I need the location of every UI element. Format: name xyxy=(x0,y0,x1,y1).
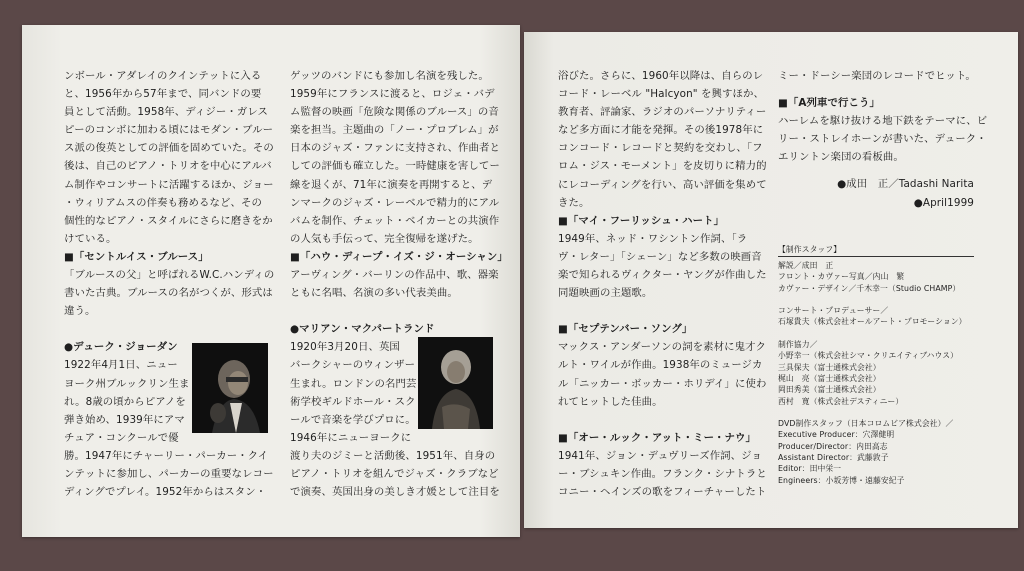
marian-mcpartland-bio: 1920年3月20日、英国 バークシャーのウィンザー 生まれ。ロンドンの名門芸 術学校ギルドホール・スク ールで音楽を学びプロに。 1946年にニューヨークに 渡り夫のジミーと活動後、1951年、自身の ピアノ・トリオを組んでジャズ・クラブなど で演奏、英国出身の美しき才媛として注目を xyxy=(290,341,500,499)
jordan-intro-text: ンボール・アダレイのクインテットに入る と、1956年から57年まで、同バンドの要 員として活動。1958年、ディジー・ガレス ピーのコンボに加わる頃にはモダン・ブルー ス派の俊英としての評価を固めていた。その 後は、自己のピアノ・トリオを中心にアルバ ム制作やコンサートに活躍するほか、ジョー ・ウィリアムスの伴奏も務めるなど、その 個性的なピアノ・スタイルにさらに磨きをか けている。 xyxy=(64,70,274,245)
production-staff: 【制作スタッフ】 解説／成田 正 フロント・カヴァー写真／内山 繁 カヴァー・デザイン／千木幸一（Studio CHAMP） コンサート・プロデューサー／ 石塚貴夫（株式会社オールアート・プロモーション） 制作協力／ 小野幸一（株式会社シマ・クリエイティブハウス） 三具保夫（富士通株式会社） 梶山 亮（富士通株式会社） 岡田秀美（富士通株式会社） 西村 寛（株式会社デスティニー） DVD制作スタッフ（日本コロムビア株式会社）／ Executive Producer：穴澤健明 Producer/Director：内田高志 Assistant Director：武藤敦子 Editor：田中栄一 Engineers：小坂芳博・遠藤安紀子 xyxy=(778,244,987,486)
a-train-heading: ■「A列車で行こう」 xyxy=(778,97,880,110)
how-deep-text: アーヴィング・バーリンの作品中、歌、器楽 ともに名唱、名演の多い代表美曲。 xyxy=(290,269,499,300)
right-column-1 xyxy=(558,67,767,501)
marian-mcpartland-photo xyxy=(418,337,493,429)
look-at-me-continued: ミー・ドーシー楽団のレコードでヒット。 xyxy=(778,70,976,82)
st-louis-blues-heading: ■「セントルイス・ブルース」 xyxy=(64,250,209,263)
author-name: ●成田 正／Tadashi Narita xyxy=(837,178,974,191)
a-train-text: ハーレムを駆け抜ける地下鉄をテーマに、ビ リー・ストレイホーンが書いた、デューク・ エリントン楽団の看板曲。 xyxy=(778,115,988,164)
marian-bio-continued: 浴びた。さらに、1960年以降は、自らのレ コード・レーベル "Halcyon" を興すほか、 教育者、評論家、ラジオのパーソナリティー など多方面に才能を発揮。その後1978年に コンコード・レコードと契約を交わし、「フ ロム・ジス・モーメント」を皮切りに精力的 にレコーディングを行い、高い評価を集めて きた。 xyxy=(558,70,767,209)
september-song-heading: ■「セプテンバー・ソング」 xyxy=(558,323,693,336)
september-song-text: マックス・アンダーソンの詞を素材に鬼才ク ルト・ワイルが作曲。1938年のミュージカ ル「ニッカー・ボッカー・ホリデイ」に使わ れてヒットした佳曲。 xyxy=(558,341,767,408)
staff-heading: 【制作スタッフ】 xyxy=(778,244,974,257)
duke-jordan-photo xyxy=(192,343,268,433)
booklet-left-page xyxy=(22,25,520,537)
my-foolish-heart-heading: ■「マイ・フーリッシュ・ハート」 xyxy=(558,214,725,227)
author-credit xyxy=(778,175,974,211)
oh-look-at-me-now-heading: ■「オー・ルック・アット・ミー・ナウ」 xyxy=(558,431,757,444)
jordan-bio-continued: ゲッツのバンドにも参加し名演を残した。 1959年にフランスに渡ると、ロジェ・バデ ム監督の映画「危険な関係のブルース」の音 楽を担当。主題曲の「ノー・プロブレム」が 日本のジャズ・ファンに支持され、作曲者と しての評価も確立した。一時健康を害してー 線を退くが、71年に演奏を再開すると、デ ンマークのジャズ・レーベルで精力的にアル バムを制作、チェット・ベイカーとの共演作 の人気も手伝って、完全復帰を遂げた。 xyxy=(290,70,501,245)
duke-jordan-bio: 1922年4月1日、ニュー ヨーク州ブルックリン生ま れ。8歳の頃からピアノを 弾き始め、1939年にアマ チュア・コンクールで優 勝。1947年にチャーリー・パーカー・クイ ンテットに参加し、パーカーの重要なレコー ディングでプレイ。1952年からはスタン・ xyxy=(64,359,274,499)
left-column-1 xyxy=(64,67,274,501)
oh-look-at-me-now-text: 1941年、ジョン・デュヴリーズ作詞、ジョ ー・ブシュキン作曲。フランク・シナトラと コニー・ヘインズの歌をフィーチャーしたト xyxy=(558,449,767,498)
left-column-2 xyxy=(290,67,508,501)
my-foolish-heart-text: 1949年、ネッド・ワシントン作詞、「ラ ヴ・レター」「シェーン」など多数の映画音 楽で知られるヴィクター・ヤングが作曲した 同題映画の主題歌。 xyxy=(558,232,767,300)
booklet-right-page xyxy=(524,32,1018,528)
st-louis-blues-text: 「ブルースの父」と呼ばれるW.C.ハンディの 書いた古典。ブルースの名がつくが、形式は 違う。 xyxy=(64,269,275,318)
right-column-2 xyxy=(778,67,987,486)
marian-mcpartland-heading: ●マリアン・マクパートランド xyxy=(290,323,435,336)
duke-jordan-heading: ●デューク・ジョーダン xyxy=(64,341,178,354)
author-date: ●April1999 xyxy=(913,196,974,209)
how-deep-heading: ■「ハウ・ディープ・イズ・ジ・オーシャン」 xyxy=(290,250,508,263)
